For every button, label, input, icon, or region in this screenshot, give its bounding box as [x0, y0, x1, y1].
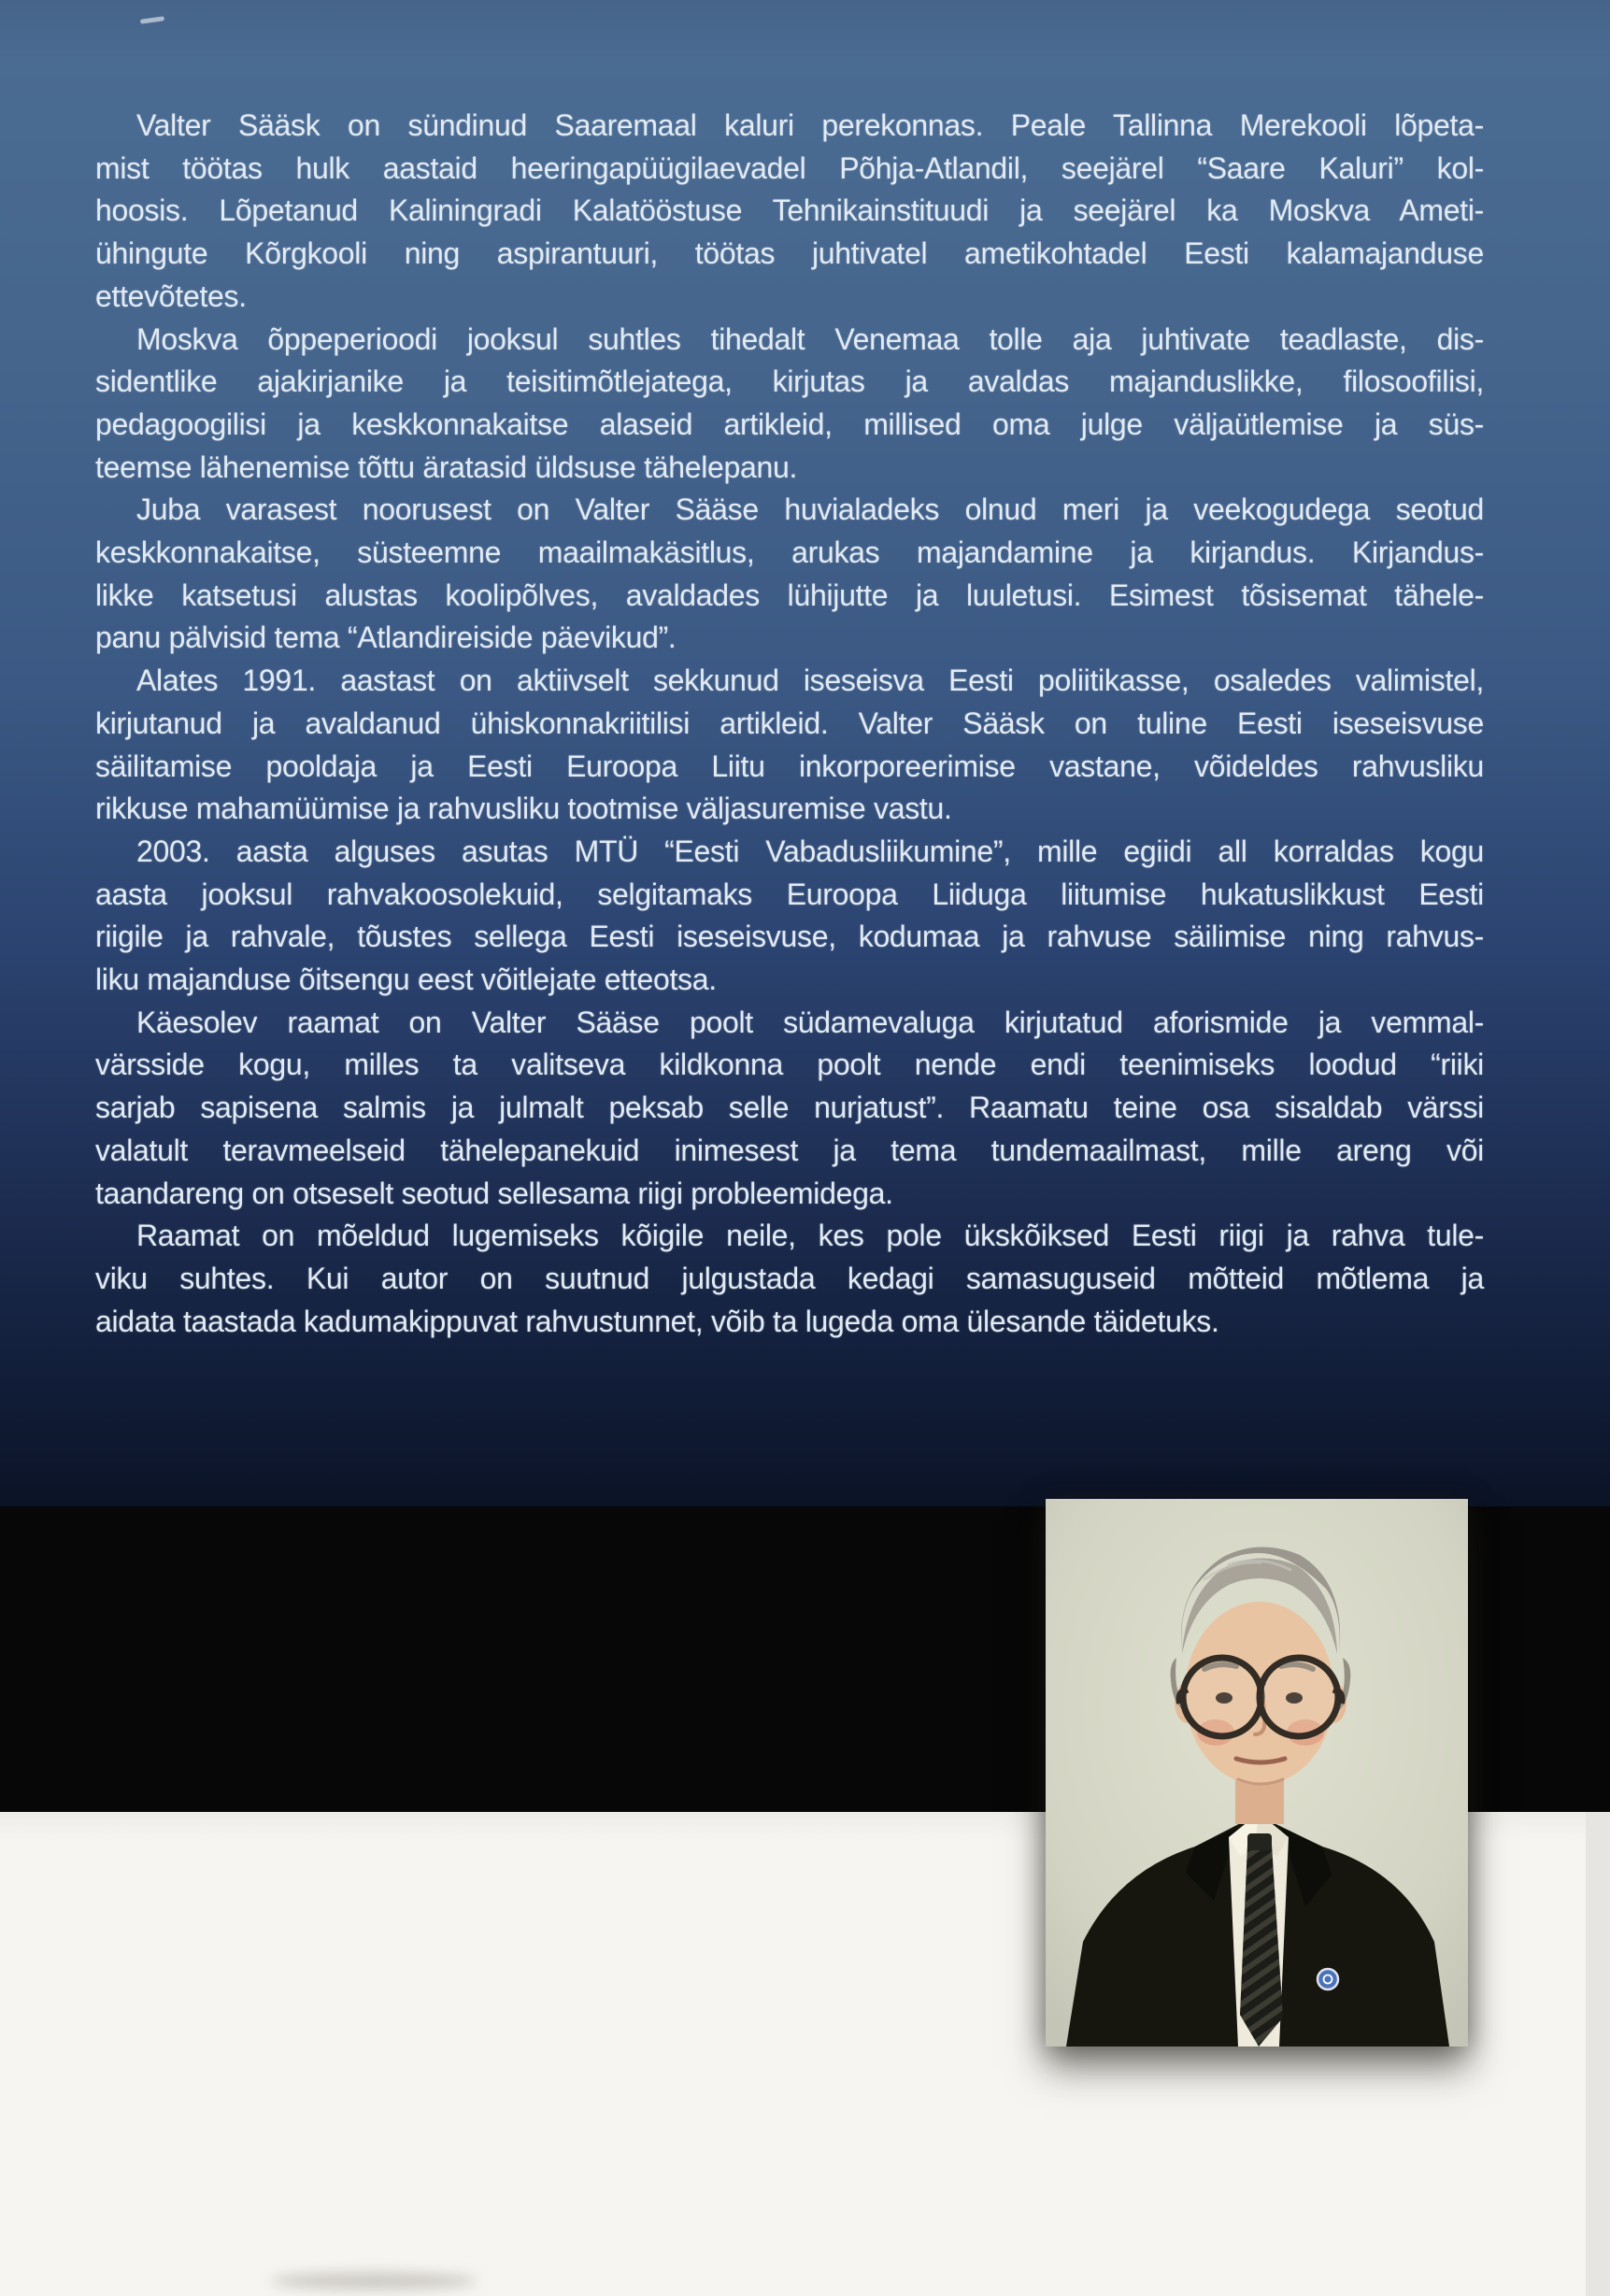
text-line: Käesolev raamat on Valter Sääse poolt südamevaluga kirjutatud aforismide ja vemmal-	[136, 1005, 1484, 1039]
text-line: kirjutanud ja avaldanud ühiskonnakriitilisi artikleid. Valter Sääsk on tuline Eesti iseseisvuse	[95, 706, 1484, 740]
text-line: Alates 1991. aastast on aktiivselt sekkunud iseseisva Eesti poliitikasse, osaledes valimistel,	[136, 663, 1484, 698]
text-line: Moskva õppeperioodi jooksul suhtles tihedalt Venemaa tolle aja juhtivate teadlaste, dis-	[136, 321, 1484, 356]
text-line: rikkuse mahamüümise ja rahvusliku tootmise väljasuremise vastu.	[95, 791, 952, 826]
text-line: mist töötas hulk aastaid heeringapüügilaevadel Põhja-Atlandil, seejärel “Saare Kaluri” kol-	[95, 150, 1484, 185]
portrait-illustration	[1046, 1499, 1468, 2046]
text-line: sarjab sapisena salmis ja julmalt peksab selle nurjatust”. Raamatu teine osa sisaldab värssi	[95, 1091, 1484, 1125]
text-line: hoosis. Lõpetanud Kaliningradi Kalatööstuse Tehnikainstituudi ja seejärel ka Moskva Ameti-	[95, 193, 1484, 228]
paragraph	[95, 660, 1484, 831]
text-line: säilitamise pooldaja ja Eesti Euroopa Liitu inkorporeerimise vastane, võideldes rahvusliku	[95, 749, 1484, 783]
text-line: ettevõtetes.	[95, 278, 247, 313]
text-line: Juba varasest noorusest on Valter Sääse huvialadeks olnud meri ja veekogudega seotud	[136, 492, 1484, 527]
scan-smudge-artifact	[271, 2273, 477, 2289]
paragraph	[95, 319, 1484, 490]
text-line: taandareng on otseselt seotud sellesama riigi probleemidega.	[95, 1176, 893, 1210]
text-line: sidentlike ajakirjanike ja teisitimõtlejatega, kirjutas ja avaldas majanduslikke, filosoofilisi,	[95, 364, 1484, 399]
biography-text	[95, 105, 1484, 1343]
text-line: keskkonnakaitse, süsteemne maailmakäsitlus, arukas majandamine ja kirjandus. Kirjandus-	[95, 535, 1484, 570]
text-line: aidata taastada kadumakippuvat rahvustunnet, võib ta lugeda oma ülesande täidetuks.	[95, 1304, 1219, 1338]
text-line: panu pälvisid tema “Atlandireiside päevikud”.	[95, 620, 677, 655]
text-line: valatult teravmeelseid tähelepanekuid inimesest ja tema tundemaailmast, mille areng või	[95, 1133, 1484, 1167]
text-line: 2003. aasta alguses asutas MTÜ “Eesti Vabadusliikumine”, mille egiidi all korraldas kogu	[136, 834, 1484, 868]
text-line: liku majanduse õitsengu eest võitlejate etteotsa.	[95, 963, 717, 997]
paragraph	[95, 1002, 1484, 1216]
text-line: ühingute Kõrgkooli ning aspirantuuri, töötas juhtivatel ametikohtadel Eesti kalamajanduse	[95, 236, 1484, 271]
text-line: Raamat on mõeldud lugemiseks kõigile neile, kes pole ükskõiksed Eesti riigi ja rahva tule-	[136, 1219, 1484, 1253]
text-line: pedagoogilisi ja keskkonnakaitse alaseid artikleid, millised oma julge väljaütlemise ja süs-	[95, 406, 1484, 441]
paragraph	[95, 489, 1484, 660]
text-line: likke katsetusi alustas koolipõlves, avaldades lühijutte ja luuletusi. Esimest tõsisemat tähele-	[95, 578, 1484, 612]
author-portrait-photo	[1046, 1499, 1468, 2046]
text-line: aasta jooksul rahvakoosolekuid, selgitamaks Euroopa Liiduga liitumise hukatuslikkust Eesti	[95, 877, 1484, 911]
lapel-pin	[1318, 1969, 1338, 1989]
paragraph	[95, 1215, 1484, 1343]
paragraph	[95, 831, 1484, 1002]
text-line: teemse lähenemise tõttu äratasid üldsuse tähelepanu.	[95, 449, 798, 484]
text-line: viku suhtes. Kui autor on suutnud julgustada kedagi samasuguseid mõtteid mõtlema ja	[95, 1261, 1484, 1295]
page-edge-strip	[1586, 1812, 1610, 2296]
text-line: värsside kogu, milles ta valitseva kildkonna poolt nende endi teenimiseks loodud “riiki	[95, 1048, 1484, 1082]
paragraph	[95, 105, 1484, 319]
text-line: Valter Sääsk on sündinud Saaremaal kaluri perekonnas. Peale Tallinna Merekooli lõpeta-	[136, 108, 1484, 142]
text-line: riigile ja rahvale, tõustes sellega Eesti iseseisvuse, kodumaa ja rahvuse säilimise ning rahvus-	[95, 920, 1484, 954]
